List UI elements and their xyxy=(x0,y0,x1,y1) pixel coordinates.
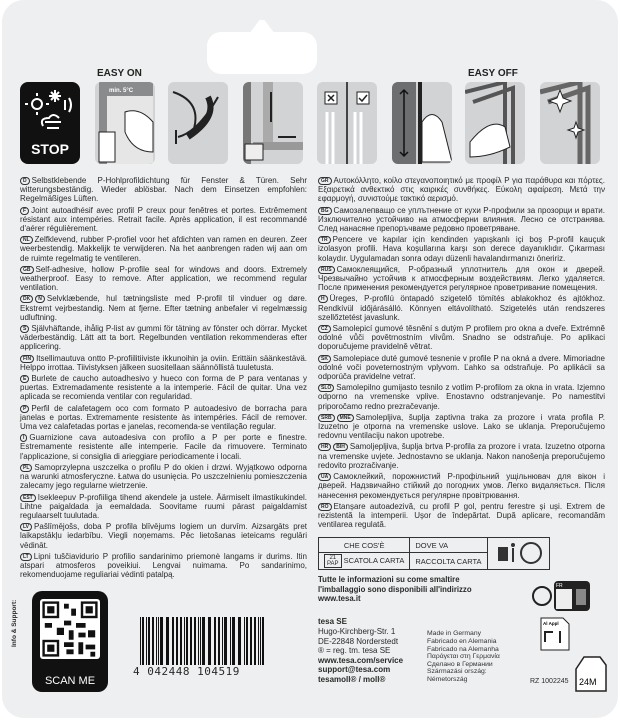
paragraph-text: Samolepicí gumové těsnění s dutým P profilem pro okna a dveře. Extrémně odolné vůči povětrnostním vlivům. Snadno se odstraňuje. Po aplikaci doporučujeme pravidelně větrat. xyxy=(318,324,605,352)
svg-text:24M: 24M xyxy=(579,677,597,688)
language-paragraph xyxy=(318,206,605,234)
paragraph-text: Isekleepuv P-profiiliga tihend akendele ja ustele. Äärmiselt ilmastikukindel. Lihtne paigaldada ja eemaldada. Soovitame ruumi pärast paigaldamist regulaarselt tuulutada. xyxy=(20,492,307,520)
paragraph-text: Samolepiace duté gumové tesnenie v profile P na okná a dvere. Mimoriadne odolné voči poveternostným vplyvom. Ľahko sa odstraňuje. Po aplikácii sa odporúča pravidelne vetrať. xyxy=(318,353,605,382)
language-badge: P xyxy=(20,405,29,413)
info-support-label: Info & Support: xyxy=(11,600,18,648)
language-paragraph xyxy=(20,493,307,521)
language-paragraph xyxy=(318,176,605,204)
language-badge: GB xyxy=(20,266,34,274)
language-badge: LT xyxy=(20,553,32,561)
paragraph-text: Burlete de caucho autoadhesivo y hueco con forma de P para ventanas y puertas. Extremadamente resistente a la intemperie. Fácil de quitar. Una vez aplicada se recomienda ventilar con regularidad. xyxy=(20,374,307,402)
language-badge: FIN xyxy=(20,355,34,363)
barcode-bar xyxy=(262,617,264,665)
shelf-life-icon xyxy=(574,649,608,695)
barcode-bar xyxy=(158,617,159,665)
language-badge: PL xyxy=(20,464,32,472)
paragraph-text: Pencere ve kapılar için kendinden yapışkanlı içi boş P-profil kauçuk izolasyon profili. Hava koşullarına karşı son derece dayanıklıdır. Çıkarması kolaydır. Uygulamadan sonra odayı düzenli havalandırmanızı öneririz. xyxy=(318,235,605,263)
barcode-bar xyxy=(258,617,259,665)
language-badge: DK xyxy=(20,295,33,303)
min-temp-label: min. 5°C xyxy=(109,88,134,94)
scan-me-label: SCAN ME xyxy=(44,675,96,688)
service-link[interactable]: www.tesa.com/service xyxy=(318,655,404,665)
language-paragraph xyxy=(20,404,307,432)
language-badge: NL xyxy=(20,236,33,244)
barcode-bar xyxy=(246,617,248,665)
right-column xyxy=(318,176,605,695)
language-badge: TR xyxy=(318,236,331,244)
paragraph-text: Perfil de calafetagem oco com formato P autoadesivo de borracha para janelas e portas. Extremamente resistente às intempéries. Fácil de remover. Uma vez calafetadas portas e janelas, recomenda-se ventilação regular. xyxy=(20,403,307,432)
language-paragraph xyxy=(20,354,307,372)
weather-icon xyxy=(25,88,75,134)
paragraph-text: Самоклейкий, порожнистий P-профільний ущільнювач для вікон і дверей. Надзвичайно стійкий до погодних умов. Легко видаляється. Після нанесення рекомендується регулярне провітрювання. xyxy=(318,472,605,500)
easy-off-heading: EASY OFF xyxy=(468,68,518,79)
language-paragraph xyxy=(20,463,307,491)
barcode-bar xyxy=(186,617,188,665)
what-header: CHE COS'È xyxy=(319,538,410,553)
language-paragraph xyxy=(318,413,605,441)
step-press-pictogram xyxy=(392,82,452,164)
company-name: tesa SE xyxy=(318,617,347,627)
paragraph-text: Pašlīmējošs, doba P profila blīvējums logiem un durvīm. Aizsargāts pret laikapstākļu iedarbību. Viegli noņemams. Pēc lietošanas ieteicams regulāri vēdināt. xyxy=(20,522,307,550)
language-paragraph xyxy=(318,472,605,500)
barcode-bar xyxy=(190,617,192,665)
barcode-bar xyxy=(156,617,157,665)
svg-text:Al Appl: Al Appl xyxy=(543,621,559,627)
barcode-bar xyxy=(160,617,163,665)
paragraph-text: Samolepljiva, šuplja zaptivna traka za prozore i vrata profila P. Izuzetno je otporna na vremenske uslove. Lako se uklanja. Preporučujemo redovnu ventilaciju nakon upotrebe. xyxy=(318,412,605,441)
item-label: SCATOLA CARTA xyxy=(343,556,405,566)
triman-icon xyxy=(532,579,592,615)
barcode-bar xyxy=(202,617,205,665)
language-paragraph xyxy=(318,502,605,530)
language-paragraph xyxy=(318,235,605,263)
language-badge: I xyxy=(20,434,27,442)
paragraph-text: Αυτοκόλλητο, κοίλο στεγανοποιητικό με προφίλ P για παράθυρα και πόρτες. Εξαιρετικά ανθεκτικό στις καιρικές συνθήκες. Εύκολη αφαίρεση. Μετά την εφαρμογή, συνιστούμε τακτικό αερισμό. xyxy=(318,176,605,204)
appliance-disposal-icon xyxy=(540,617,570,653)
hang-hole xyxy=(207,32,317,74)
barcode-bar xyxy=(254,617,256,665)
pap-code: 21 PAP xyxy=(324,554,342,568)
paragraph-text: Selvklæbende, hul tætningsliste med P-profil til vinduer og døre. Ekstremt vejrbestandig. Nem at fjerne. Efter tætning anbefaler vi regelmæssig udluftning. xyxy=(20,294,307,322)
language-paragraph xyxy=(318,383,605,411)
step-clean-pictogram xyxy=(95,82,155,164)
language-badge: GR xyxy=(318,177,332,185)
where-header: DOVE VA xyxy=(410,538,487,553)
paragraph-text: Самоклеящийся, P-образный уплотнитель для окон и дверей. Чрезвычайно устойчив к атмосферным воздействиям. Легко удаляется. После применения рекомендуется регулярное проветривание помещения. xyxy=(318,264,605,293)
language-badge: RUS xyxy=(318,266,335,274)
support-barcode-area xyxy=(11,587,307,699)
language-badge: BIH xyxy=(333,443,348,451)
barcode-bar xyxy=(184,617,185,665)
paragraph-text: Üreges, P-profilú öntapadó szigetelő tömítés ablakokhoz és ajtókhoz. Rendkívül időjárásálló. Könnyen eltávolítható. Szigetelés után rendszeres szellőztetést javaslunk. xyxy=(318,294,605,322)
destination-label: RACCOLTA CARTA xyxy=(410,553,487,570)
barcode-bar xyxy=(176,617,178,665)
paragraph-text: Самозалепващо се уплътнение от кухи P-профили за прозорци и врати. Изключително устойчиво на атмосферни влияния. Лесно се отстранява. След нанасяне препоръчваме редовно проветряване. xyxy=(318,205,605,234)
barcode-bar xyxy=(194,617,196,665)
barcode-number: 4 042448 104519 xyxy=(133,665,240,679)
qr-code-support[interactable] xyxy=(32,591,108,692)
svg-text:FR: FR xyxy=(556,583,563,590)
paragraph-text: Självhäftande, ihålig P-list av gummi för tätning av fönster och dörrar. Mycket väderbeständig. Lätt att ta bort. Regelbunden ventilation rekommenderas efter applicering. xyxy=(20,324,307,352)
company-address xyxy=(318,617,403,684)
step-apply-pictogram xyxy=(243,82,303,164)
city: DE-22848 Norderstedt xyxy=(318,636,399,646)
language-paragraph xyxy=(318,354,605,382)
language-paragraph xyxy=(20,324,307,352)
stop-label: STOP xyxy=(31,141,69,157)
trademark-note: ® = reg. tm. tesa SE xyxy=(318,646,391,656)
paragraph-text: Samoljepljiva, šuplja brtva P-profila za prozore i vrata. Izuzetno otporna na vremenske uvjete. Jednostavno se uklanja. Nakon nanošenja preporučujemo redovito prozračivanje. xyxy=(318,442,605,470)
barcode-bar xyxy=(148,617,150,665)
language-badge: CZ xyxy=(318,325,331,333)
paragraph-text: Self-adhesive, hollow P-profile seal for windows and doors. Extremely weatherproof. Easy to remove. After application, we recommend regular ventilation. xyxy=(20,264,307,293)
qr-code-icon xyxy=(40,599,100,659)
language-badge: UA xyxy=(318,473,331,481)
barcode xyxy=(140,617,268,665)
barcode-bar xyxy=(238,617,241,665)
barcode-bar xyxy=(152,617,154,665)
barcode-bar xyxy=(172,617,174,665)
language-badge: RO xyxy=(318,503,332,511)
language-badge: HR xyxy=(318,443,331,451)
language-paragraph xyxy=(318,294,605,322)
barcode-bar xyxy=(200,617,201,665)
language-paragraph xyxy=(20,265,307,293)
language-paragraph xyxy=(20,235,307,263)
barcode-bar xyxy=(232,617,235,665)
language-badge: SK xyxy=(318,355,331,363)
language-paragraph xyxy=(20,294,307,322)
language-badge: E xyxy=(20,375,29,383)
language-paragraph xyxy=(20,206,307,234)
barcode-bar xyxy=(244,617,245,665)
language-badge: S xyxy=(20,325,29,333)
description-column-right xyxy=(318,176,605,529)
barcode-bar xyxy=(166,617,169,665)
disposal-note: Tutte le informazioni su come smaltire l'imballaggio sono disponibili all'indirizzo www.tesa.it xyxy=(318,575,472,604)
recycling-icons xyxy=(487,538,549,570)
paragraph-text: Zelfklevend, rubber P-profiel voor het afdichten van ramen en deuren. Zeer weerbestendig. Makkelijk te verwijderen. Na het aanbrengen raden wij aan om de ruimte regelmatig te ventileren. xyxy=(20,235,307,263)
barcode-bar xyxy=(208,617,211,665)
paragraph-text: Samolepilno gumijasto tesnilo z votlim P-profilom za okna in vrata. Izjemno odporno na vremenske vplive. Enostavno odstranjevanje. Po namestitvi priporočamo redno prezračevanje. xyxy=(318,383,605,411)
language-badge: LV xyxy=(20,523,32,531)
barcode-bar xyxy=(230,617,231,665)
language-paragraph xyxy=(20,433,307,461)
made-in-germany: Made in Germany Fabricado en Alemania Fabricado na Alemanha Παράγεται στη Γερμανία Сделано в Германии Származási ország: Németország xyxy=(427,630,500,683)
barcode-bar xyxy=(218,617,220,665)
paragraph-text: Lipni tuščiavidurio P profilio sandarinimo priemonė langams ir durims. Itin atspari atmosferos poveikiui. Lengvai nuimama. Po sandarinimo, rekomenduojame reguliariai vėdinti patalpą. xyxy=(20,551,307,580)
language-badge: SLO xyxy=(318,384,334,392)
step-peel-pictogram xyxy=(168,82,228,164)
barcode-bar xyxy=(146,617,147,665)
language-badge: MNE xyxy=(337,414,354,422)
paragraph-text: Etanșare autoadezivă, cu profil P gol, pentru ferestre și uși. Extrem de rezistentă la intemperii. Ușor de îndepărtat. După aplicare, recomandăm ventilarea regulată. xyxy=(318,501,605,530)
language-badge: EST xyxy=(20,494,36,502)
paragraph-text: Selbstklebende P-Hohlprofildichtung für Fenster & Türen. Sehr witterungsbeständig. Wieder ablösbar. Nach dem Einsetzen empfohlen: Regelmäßiges Lüften. xyxy=(20,176,307,204)
language-badge: F xyxy=(20,207,29,215)
barcode-bar xyxy=(180,617,182,665)
barcode-bar xyxy=(260,617,261,665)
recycling-address-area xyxy=(318,537,605,695)
description-column-left xyxy=(20,176,307,579)
step-remove-pictogram xyxy=(465,82,525,164)
language-paragraph xyxy=(20,522,307,550)
language-badge: BG xyxy=(318,207,332,215)
paragraph-text: Samoprzylepna uszczelka o profilu P do okien i drzwi. Wyjątkowo odporna na warunki atmosferyczne. Łatwa do usunięcia. Po uszczelnieniu pomieszczenia zalecamy jego regularne wietrzenie. xyxy=(20,462,307,491)
language-paragraph xyxy=(20,552,307,580)
barcode-bar xyxy=(250,617,252,665)
barcode-bar xyxy=(140,617,141,665)
barcode-bar xyxy=(214,617,216,665)
step-corner-pictogram xyxy=(317,82,377,164)
package-back xyxy=(2,0,618,718)
paragraph-text: Guarnizione cava autoadesiva con profilo a P per porte e finestre. Estremamente resistente alle intemperie. Facile da rimuovere. Terminato l'applicazione, si consiglia di arieggiare periodicamente i locali. xyxy=(20,433,307,461)
barcode-bar xyxy=(142,617,144,665)
step-clean-result-pictogram xyxy=(540,82,600,164)
barcode-bar xyxy=(198,617,199,665)
paragraph-text: Joint autoadhésif avec profil P creux pour fenêtres et portes. Extrêmement résistant aux intempéries. Retrait facile. Après application, il est recommandé d'aérer régulièrement. xyxy=(20,205,307,234)
barcode-bar xyxy=(224,617,227,665)
weather-stop-pictogram xyxy=(20,82,80,164)
language-paragraph xyxy=(318,442,605,470)
brand-name: tesamoll® / moll® xyxy=(318,674,386,684)
recycling-table xyxy=(318,537,550,570)
left-column xyxy=(11,176,307,699)
street: Hugo-Kirchberg-Str. 1 xyxy=(318,626,396,636)
reference-number: RZ 1002245 xyxy=(530,678,569,686)
language-paragraph xyxy=(20,176,307,204)
language-badge: SRB xyxy=(318,414,335,422)
language-badge: H xyxy=(318,295,328,303)
paragraph-text: Itsellimautuva ontto P-profiilitiiviste ikkunoihin ja oviin. Erittäin säänkestävä. Helppo irrottaa. Tiivistyksen jälkeen suositellaan säännöllistä tuuletusta. xyxy=(20,353,307,372)
barcode-bar xyxy=(222,617,223,665)
support-email[interactable]: support@tesa.com xyxy=(318,665,391,675)
language-paragraph xyxy=(318,324,605,352)
language-paragraph xyxy=(318,265,605,293)
easy-on-heading: EASY ON xyxy=(97,68,142,79)
language-paragraph xyxy=(20,374,307,402)
language-badge: D xyxy=(20,177,30,185)
language-badge: N xyxy=(35,295,45,303)
